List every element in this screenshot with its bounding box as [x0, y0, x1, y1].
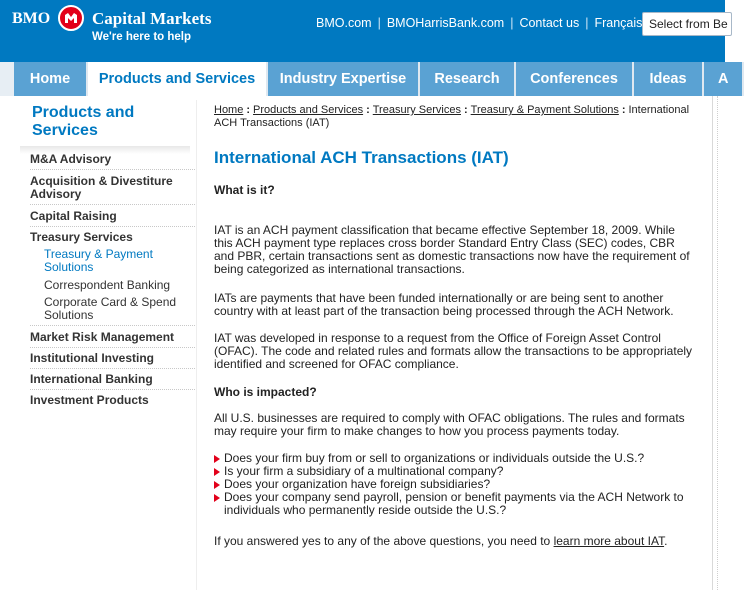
tab-research[interactable]: Research: [420, 62, 516, 96]
sidebar-item-capital-raising[interactable]: Capital Raising: [30, 209, 117, 223]
breadcrumb-treasury-services[interactable]: Treasury Services: [372, 104, 461, 116]
question-list: [214, 452, 694, 517]
site-selector-dropdown[interactable]: Select from Be: [642, 12, 732, 36]
divider: [30, 325, 195, 326]
main-nav: [0, 62, 729, 96]
breadcrumb-current: International ACH Transactions (IAT): [214, 104, 690, 129]
divider: [30, 347, 195, 348]
sidebar-item-international-banking[interactable]: International Banking: [30, 372, 153, 386]
logo-bmo-text: BMO: [12, 10, 51, 27]
tab-ideas[interactable]: Ideas: [634, 62, 704, 96]
sidebar-subitem-treasury-payment[interactable]: Treasury & Payment Solutions: [44, 247, 153, 274]
bullet-arrow-icon: [214, 468, 220, 476]
right-column-edge: [712, 96, 725, 590]
sidebar-item-market-risk[interactable]: Market Risk Management: [30, 330, 175, 344]
paragraph-definition: IAT is an ACH payment classification that became effective September 18, 2009. While this ACH payment type replaces cross border Standard Entry Class (SEC) codes, CBR and PBR, certain transactions sent as domestic transactions now have the requirement of being categorized as international transactions.: [214, 223, 690, 276]
section-heading-what: What is it?: [214, 183, 275, 197]
sidebar-subitem-corporate-card[interactable]: Corporate Card & Spend Solutions: [44, 295, 177, 322]
list-item: Does your firm buy from or sell to organizations or individuals outside the U.S.?: [214, 452, 694, 465]
list-item: Does your organization have foreign subsidiaries?: [214, 478, 694, 491]
section-heading-who: Who is impacted?: [214, 385, 317, 399]
link-francais[interactable]: Français: [594, 16, 643, 30]
breadcrumb-treasury-payment[interactable]: Treasury & Payment Solutions: [470, 104, 619, 116]
page-title: International ACH Transactions (IAT): [214, 148, 509, 167]
logo-capital-markets: Capital Markets: [92, 9, 212, 28]
breadcrumb-products-services[interactable]: Products and Services: [253, 104, 364, 116]
tab-home[interactable]: Home: [14, 62, 88, 96]
sidebar-item-acquisition-divestiture[interactable]: Acquisition & Divestiture Advisory: [30, 174, 173, 201]
paragraph-compliance: All U.S. businesses are required to comply with OFAC obligations. The rules and formats may require your firm to make changes to how you process payments today.: [214, 411, 685, 438]
divider: [30, 204, 195, 205]
bullet-arrow-icon: [214, 481, 220, 489]
list-item: Does your company send payroll, pension or benefit payments via the ACH Network to individuals who permanently reside outside the U.S.?: [214, 491, 694, 517]
bullet-arrow-icon: [214, 455, 220, 463]
paragraph-closing: If you answered yes to any of the above questions, you need to learn more about IAT.: [214, 534, 668, 548]
site-header: [0, 0, 728, 62]
link-bmo-com[interactable]: BMO.com: [316, 16, 372, 30]
logo-tagline: We're here to help: [92, 31, 192, 43]
divider: [30, 226, 195, 227]
divider: [30, 389, 195, 390]
tab-industry-expertise[interactable]: Industry Expertise: [268, 62, 420, 96]
breadcrumb-home[interactable]: Home: [214, 104, 244, 116]
tab-conferences[interactable]: Conferences: [516, 62, 634, 96]
bmo-roundel-icon: [58, 5, 84, 31]
sidebar-title: Products and Services: [32, 104, 135, 139]
link-bmoharrisbank[interactable]: BMOHarrisBank.com: [386, 16, 505, 30]
divider: [30, 368, 195, 369]
list-item: Is your firm a subsidiary of a multinational company?: [214, 465, 694, 478]
learn-more-link[interactable]: learn more about IAT: [553, 534, 665, 548]
tab-products-and-services[interactable]: Products and Services: [88, 62, 268, 96]
utility-links: BMO.com | BMOHarrisBank.com | Contact us | Français: [316, 16, 643, 30]
tab-more[interactable]: A: [704, 62, 744, 96]
sidebar-subitem-correspondent-banking[interactable]: Correspondent Banking: [44, 278, 171, 292]
breadcrumb: Home : Products and Services : Treasury Services : Treasury & Payment Solutions : International ACH Transactions (IAT): [214, 104, 690, 129]
sidebar-item-treasury-services[interactable]: Treasury Services: [30, 230, 133, 244]
paragraph-ofac: IAT was developed in response to a request from the Office of Foreign Asset Control (OFAC). The code and related rules and formats allow the transactions to be appropriately identified and screened for OFAC compliance.: [214, 331, 693, 371]
paragraph-funding: IATs are payments that have been funded internationally or are being sent to another country with at least part of the transaction being processed through the ACH Network.: [214, 291, 674, 318]
sidebar-item-institutional-investing[interactable]: Institutional Investing: [30, 351, 155, 365]
sidebar-item-ma-advisory[interactable]: M&A Advisory: [30, 152, 112, 166]
divider: [30, 169, 195, 170]
bullet-arrow-icon: [214, 494, 220, 502]
column-divider: [196, 100, 197, 590]
sidebar-item-investment-products[interactable]: Investment Products: [30, 393, 149, 407]
link-contact-us[interactable]: Contact us: [519, 16, 580, 30]
